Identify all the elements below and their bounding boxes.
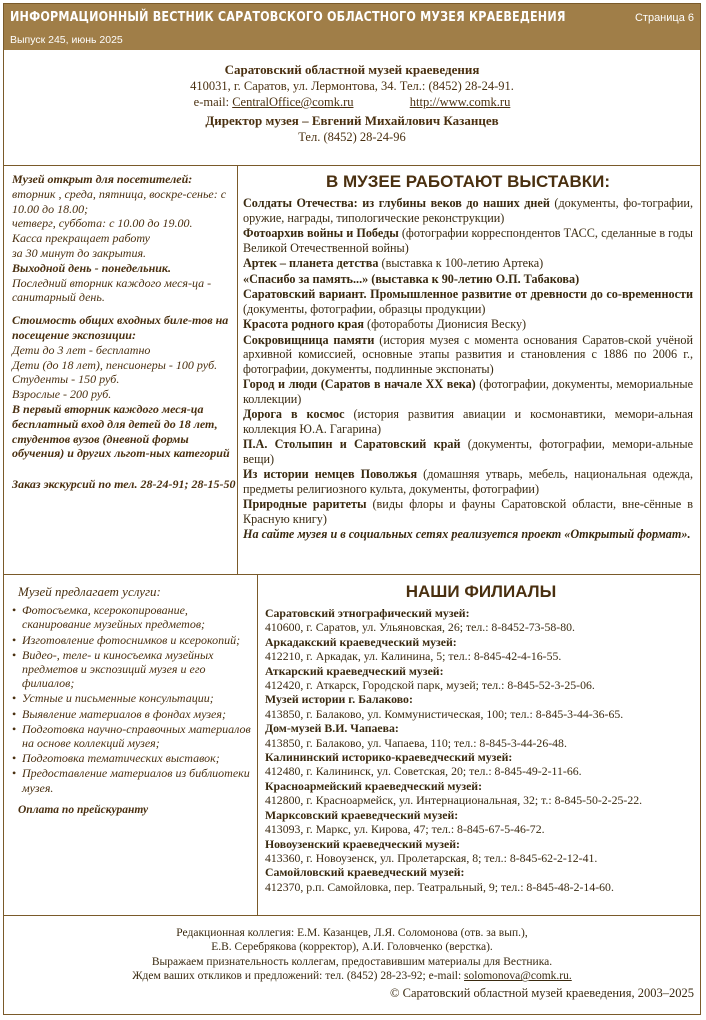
- branch-name: Самойловский краеведческий музей:: [265, 865, 465, 880]
- branch-address: 412420, г. Аткарск, Городской парк, музей; тел.: 8-845-52-3-25-06.: [265, 678, 595, 693]
- hours-line: за 30 минут до закрытия.: [12, 245, 147, 260]
- branch-address: 413850, г. Балаково, ул. Коммунистическая, 100; тел.: 8-845-3-44-36-65.: [265, 706, 624, 721]
- feedback-email-link[interactable]: solomonova@comk.ru.: [464, 970, 572, 983]
- hours-line: вторник , среда, пятница, воскре-сенье: с 10.00 до 18.00;: [12, 186, 227, 216]
- price-item: Дети до 3 лет - бесплатно: [12, 342, 151, 357]
- director-name: Директор музея – Евгений Михайлович Казанцев: [205, 113, 499, 128]
- branch-name: Марксовский краеведческий музей:: [265, 807, 459, 822]
- price-item: Взрослые - 200 руб.: [12, 387, 112, 402]
- exhibition-name: Солдаты Отечества: из глубины веков до наших дней: [243, 196, 550, 210]
- branch-name: Саратовский этнографический музей:: [265, 606, 470, 620]
- price-item: Студенты - 150 руб.: [12, 372, 120, 387]
- divider: [4, 574, 700, 575]
- branch-name: Аркадакский краеведческий музей:: [265, 634, 457, 649]
- exhibition-name: Город и люди (Саратов в начале XX века): [243, 377, 476, 391]
- day-off: Выходной день - понедельник.: [12, 260, 171, 275]
- branches-title: НАШИ ФИЛИАЛЫ: [405, 582, 557, 601]
- editorial-footer: [4, 926, 700, 984]
- branch-address: 413360, г. Новоузенск, ул. Пролетарская, 8; тел.: 8-845-62-2-12-41.: [265, 850, 598, 865]
- feedback-text: Ждем ваших откликов и предложений: тел. (8452) 28-23-92; e-mail:: [132, 970, 465, 983]
- visitor-info: [12, 172, 238, 492]
- branch-name: Красноармейский краеведческий музей:: [265, 778, 483, 793]
- exhibition-item: [243, 467, 693, 496]
- services-section: [12, 585, 252, 817]
- branch-name: Аткарский краеведческий музей:: [265, 663, 444, 678]
- editorial-line: Выражаем признательность коллегам, предоставившим материалы для Вестника.: [151, 955, 553, 968]
- exhibition-desc: (документы, фотографии, образцы продукции): [243, 301, 486, 316]
- exhibition-desc: (история развития авиации и космонавтики, мемори-альная коллекция Ю.А. Гагарина): [243, 407, 693, 436]
- exhibition-name: Природные раритеты: [243, 497, 367, 511]
- exhibition-desc: (фотоработы Дионисия Веску): [364, 317, 527, 331]
- column-divider: [257, 574, 258, 915]
- price-item: Дети (до 18 лет), пенсионеры - 100 руб.: [12, 357, 218, 372]
- exhibition-item: [243, 196, 693, 225]
- branches-list: [265, 606, 697, 894]
- exhibition-item: [243, 256, 693, 271]
- divider: [4, 165, 700, 166]
- exhibitions-title: В МУЗЕЕ РАБОТАЮТ ВЫСТАВКИ:: [325, 172, 611, 191]
- exhibition-desc: (домашняя утварь, мебель, национальная одежда, предметы религиозного культа, документы, фотографии): [243, 467, 694, 496]
- email-label: e-mail:: [193, 95, 230, 109]
- services-title: Музей предлагает услуги:: [18, 584, 161, 599]
- divider: [4, 915, 700, 916]
- branch-name: Дом-музей В.И. Чапаева:: [265, 721, 399, 736]
- exhibitions-section: [243, 172, 693, 543]
- free-entry: В первый вторник каждого меся-ца бесплатный вход для детей до 18 лет, студентов вузов (дневной формы обучения) и других льгот-ных категорий: [12, 401, 230, 461]
- project-note: На сайте музея и в социальных сетях реализуется проект «Открытый формат».: [243, 527, 691, 541]
- page-header: [4, 4, 700, 50]
- branch-address: 413850, г. Балаково, ул. Чапаева, 110; тел.: 8-845-3-44-26-48.: [265, 735, 567, 750]
- exhibition-item: [243, 437, 693, 466]
- service-item: • Видео-, теле- и киносъемка музейных предметов и экспозиций музея и его филиалов;: [12, 648, 252, 691]
- exhibition-name: Сокровищница памяти: [243, 332, 375, 347]
- museum-name: Саратовский областной музей краеведения: [224, 62, 480, 77]
- exhibition-name: Красота родного края: [243, 317, 364, 331]
- exhibition-desc: (фотографии корреспондентов ТАСС, сделанные в годы Великой Отечественной войны): [243, 226, 693, 255]
- copyright: © Саратовский областной музей краеведения, 2003–2025: [390, 986, 694, 1000]
- contact-block: [4, 62, 700, 145]
- service-item: • Фотосъемка, ксерокопирование, сканирование музейных предметов;: [12, 603, 252, 631]
- exhibition-desc: (история музея с момента основания Саратов-ской учёной архивной комиссией, основные этапы развития и становления с 1886 по 2006 г., фотографии, документы, подлинные экспонаты): [243, 332, 694, 376]
- hours-title: Музей открыт для посетителей:: [12, 172, 193, 186]
- exhibition-desc: (документы, фо-тографии, оружие, награды, типологические реконструкции): [243, 196, 693, 225]
- exhibition-name: Артек – планета детства: [243, 256, 379, 270]
- branch-name: Музей истории г. Балаково:: [265, 692, 413, 707]
- branch-address: 412370, р.п. Самойловка, пер. Театральный, 9; тел.: 8-845-48-2-14-60.: [265, 879, 614, 894]
- sanitary-day: Последний вторник каждого меся-ца - санитарный день.: [12, 275, 212, 305]
- exhibition-name: Из истории немцев Поволжья: [243, 467, 418, 481]
- exhibition-item: [243, 497, 693, 526]
- director-phone: Тел. (8452) 28-24-96: [298, 130, 406, 144]
- exhibition-item: [243, 333, 693, 377]
- service-item: • Выявление материалов в фондах музея;: [12, 707, 252, 721]
- payment-note: Оплата по прейскуранту: [18, 803, 149, 816]
- service-item: • Устные и письменные консультации;: [12, 691, 252, 705]
- branch-address: 410600, г. Саратов, ул. Ульяновская, 26; тел.: 8-8452-73-58-80.: [265, 620, 575, 635]
- exhibition-name: Саратовский вариант. Промышленное развитие от древности до со-временности: [243, 287, 693, 301]
- bulletin-title: ИНФОРМАЦИОННЫЙ ВЕСТНИК САРАТОВСКОГО ОБЛАСТНОГО МУЗЕЯ КРАЕВЕДЕНИЯ: [10, 9, 566, 25]
- tours-phone: Заказ экскурсий по тел. 28-24-91; 28-15-50: [12, 477, 236, 492]
- exhibition-desc: (документы, фотографии, мемори-альные вещи): [243, 437, 694, 466]
- exhibition-name: Фотоархив войны и Победы: [243, 226, 399, 240]
- exhibition-item: [243, 287, 693, 316]
- website-link[interactable]: http://www.comk.ru: [409, 95, 511, 109]
- exhibition-item: [243, 407, 693, 436]
- branch-name: Новоузенский краеведческий музей:: [265, 836, 460, 851]
- exhibition-name: Дорога в космос: [243, 407, 345, 421]
- email-link[interactable]: CentralOffice@comk.ru: [232, 95, 354, 109]
- exhibition-item: [243, 226, 693, 255]
- service-item: • Подготовка научно-справочных материалов на основе коллекций музея;: [12, 722, 252, 750]
- exhibition-item: [243, 272, 693, 287]
- branch-address: 412800, г. Красноармейск, ул. Интернациональная, 32; т.: 8-845-50-2-25-22.: [265, 793, 643, 808]
- service-item: • Изготовление фотоснимков и ксерокопий;: [12, 633, 252, 647]
- hours-line: четверг, суббота: с 10.00 до 19.00.: [12, 216, 193, 231]
- exhibition-name: П.А. Столыпин и Саратовский край: [243, 437, 461, 451]
- editorial-line: Е.В. Серебрякова (корректор), А.И. Головченко (верстка).: [211, 941, 493, 954]
- exhibition-desc: (фотографии, документы, мемориальные коллекции): [243, 377, 693, 406]
- page-number: Страница 6: [634, 12, 694, 24]
- branches-section: [265, 582, 697, 894]
- exhibition-desc: (виды флоры и фауны Саратовской области, вне-сённые в Красную книгу): [243, 497, 694, 526]
- exhibition-item: [243, 377, 693, 406]
- branch-address: 413093, г. Маркс, ул. Кирова, 47; тел.: 8-845-67-5-46-72.: [265, 822, 545, 837]
- exhibitions-list: [243, 196, 693, 542]
- editorial-line: Редакционная коллегия: Е.М. Казанцев, Л.Я. Соломонова (отв. за вып.),: [176, 927, 528, 939]
- branch-address: 412480, г. Калининск, ул. Советская, 20; тел.: 8-845-49-2-11-66.: [265, 764, 582, 779]
- issue-label: Выпуск 245, июнь 2025: [10, 34, 123, 46]
- contact-links: [4, 94, 700, 110]
- service-item: • Предоставление материалов из библиотеки музея.: [12, 766, 252, 794]
- hours-line: Касса прекращает работу: [12, 231, 151, 246]
- feedback-line: [4, 969, 700, 983]
- exhibition-name: «Спасибо за память...» (выставка к 90-летию О.П. Табакова): [243, 271, 580, 286]
- exhibition-desc: (выставка к 100-летию Артека): [378, 256, 544, 270]
- service-item: • Подготовка тематических выставок;: [12, 751, 252, 765]
- branch-address: 412210, г. Аркадак, ул. Калинина, 5; тел.: 8-845-42-4-16-55.: [265, 649, 562, 664]
- services-list: [12, 603, 252, 795]
- exhibition-item: [243, 317, 693, 332]
- museum-address: 410031, г. Саратов, ул. Лермонтова, 34. Тел.: (8452) 28-24-91.: [190, 79, 514, 93]
- branch-name: Калининский историко-краеведческий музей:: [265, 750, 513, 765]
- prices-title: Стоимость общих входных биле-тов на посещение экспозиции:: [12, 313, 229, 342]
